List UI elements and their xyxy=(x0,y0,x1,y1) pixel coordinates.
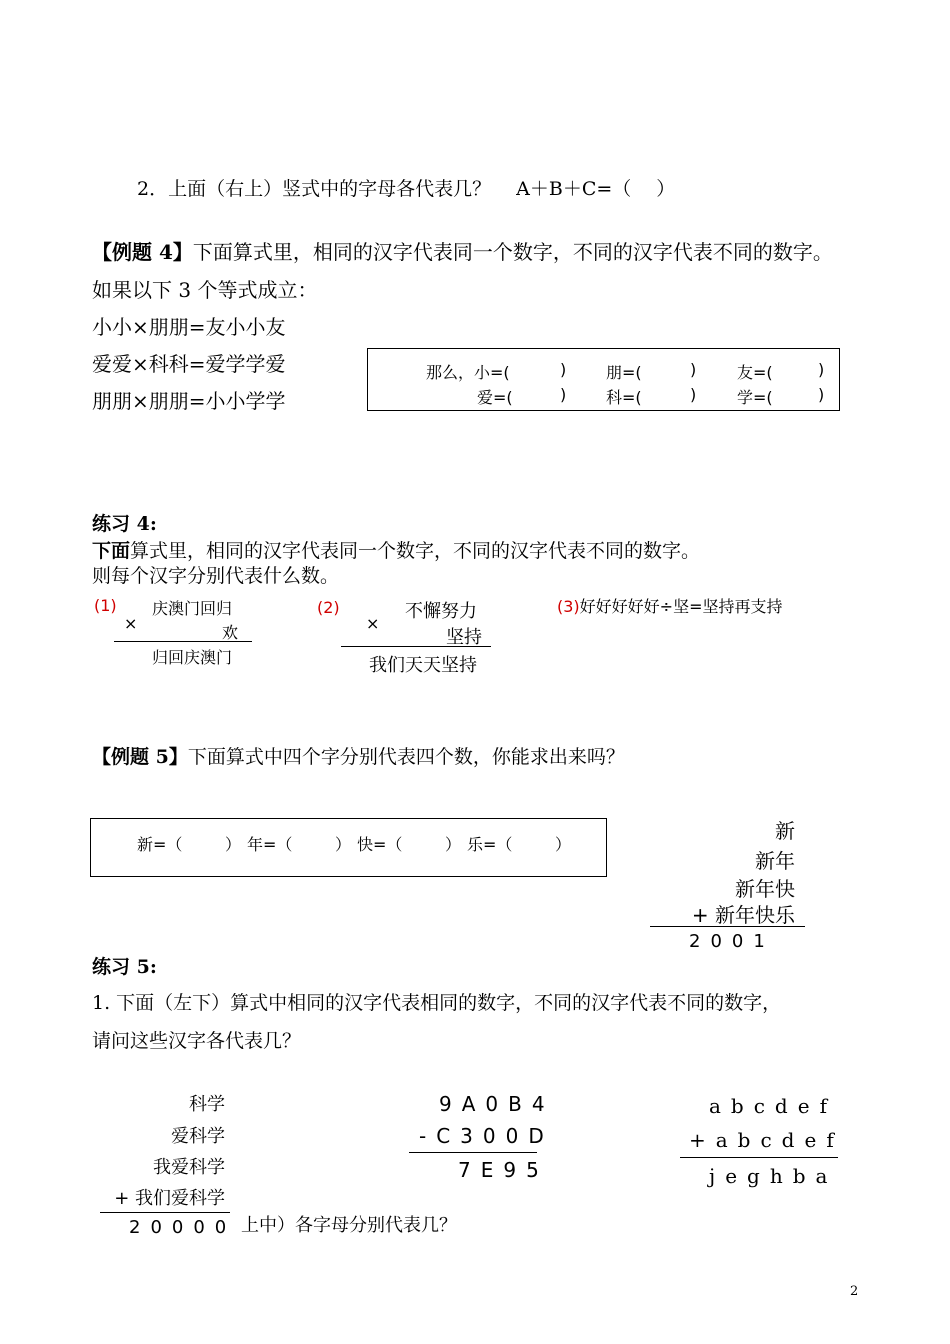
addition-sum: 2001 xyxy=(689,931,775,952)
example-5-title: 【例题 5】 xyxy=(92,746,188,768)
answer-peng-close: ) xyxy=(690,360,697,379)
practice-4-line-1 xyxy=(92,536,700,563)
answer-ke-label: 科=( xyxy=(606,388,642,407)
question-2-line: 2．上面（右上）竖式中的字母各代表几？ A＋B＋C=（ ） xyxy=(137,178,676,200)
answer-le-label: 乐=（ xyxy=(467,835,513,854)
mid-sub-rule xyxy=(409,1152,537,1153)
practice-5-q2-text: 上中）各字母分别代表几？ xyxy=(241,1215,457,1236)
example-5-heading xyxy=(92,742,625,769)
answer-xiao-label: 那么，小=( xyxy=(426,363,510,382)
addition-line-1: 新 xyxy=(775,819,795,843)
left-add-line-4: + 我们爱科学 xyxy=(114,1188,225,1209)
practice-4-q3-text: 好好好好好÷坚=坚持再支持 xyxy=(579,597,783,616)
answer-le-close: ） xyxy=(555,835,572,854)
example-4-condition: 如果以下 3 个等式成立： xyxy=(92,278,318,302)
practice-4-q2-result: 我们天天坚持 xyxy=(369,655,477,676)
example-5-text: 下面算式中四个字分别代表四个数，你能求出来吗？ xyxy=(187,746,625,768)
practice-4-line-1-text: 算式里，相同的汉字代表同一个数字，不同的汉字代表不同的数字。 xyxy=(130,540,701,562)
answer-nian-close: ） xyxy=(335,835,352,854)
answer-nian-label: 年=（ xyxy=(247,835,293,854)
practice-4-q2-label: (2) xyxy=(317,598,340,617)
practice-4-q2-rule xyxy=(341,646,491,647)
addition-line-3: 新年快 xyxy=(735,877,795,901)
right-add-line-1: abcdef xyxy=(709,1094,837,1118)
practice-4-line-2: 则每个汉字分别代表什么数。 xyxy=(92,565,340,587)
answer-xue-label: 学=( xyxy=(737,388,773,407)
practice-4-q2-times: × xyxy=(366,614,380,633)
left-add-line-1: 科学 xyxy=(189,1094,225,1115)
right-add-result: jeghba xyxy=(709,1164,838,1188)
addition-line-4: + 新年快乐 xyxy=(691,903,795,927)
addition-rule xyxy=(650,926,805,927)
practice-4-q1-result: 归回庆澳门 xyxy=(152,648,233,667)
practice-4-q3 xyxy=(557,594,783,617)
answer-xin-close: ） xyxy=(225,835,242,854)
answer-ai-close: ) xyxy=(560,385,567,404)
practice-4-bold-word: 下面 xyxy=(92,540,131,562)
answer-ai-label: 爱=( xyxy=(477,388,513,407)
example-4-equation-3: 朋朋×朋朋=小小学学 xyxy=(92,389,286,413)
left-add-line-3: 我爱科学 xyxy=(153,1157,225,1178)
example-4-text: 下面算式里，相同的汉字代表同一个数字，不同的汉字代表不同的数字。 xyxy=(192,240,833,264)
practice-4-q3-label: (3) xyxy=(557,597,580,616)
left-add-rule xyxy=(100,1212,230,1213)
example-4-equation-2: 爱爱×科科=爱学学爱 xyxy=(92,352,286,376)
practice-4-q1-rule xyxy=(114,641,252,642)
practice-4-q2-top: 不懈努力 xyxy=(405,601,477,622)
practice-4-title: 练习 4: xyxy=(92,513,157,535)
right-add-line-2: +abcdef xyxy=(689,1128,844,1152)
practice-4-q1-top: 庆澳门回归 xyxy=(152,599,233,618)
answer-peng-label: 朋=( xyxy=(606,363,642,382)
answer-you-label: 友=( xyxy=(737,363,773,382)
page-number: 2 xyxy=(850,1284,859,1299)
mid-sub-line-2: -C300D xyxy=(419,1124,554,1148)
answer-ke-close: ) xyxy=(690,385,697,404)
practice-5-title: 练习 5: xyxy=(92,956,157,978)
practice-4-q1-times: × xyxy=(124,614,138,633)
answer-xiao-close: ) xyxy=(560,360,567,379)
practice-5-q1-line-1: 1. 下面（左下）算式中相同的汉字代表相同的数字，不同的汉字代表不同的数字， xyxy=(92,992,782,1014)
answer-kuai-label: 快=（ xyxy=(357,835,403,854)
addition-line-2: 新年 xyxy=(755,849,795,873)
mid-sub-result: 7E95 xyxy=(458,1158,549,1182)
practice-4-q1-multiplier: 欢 xyxy=(222,623,239,642)
practice-4-q2-multiplier: 坚持 xyxy=(446,627,482,648)
practice-4-q1-label: (1) xyxy=(94,596,117,615)
answer-you-close: ) xyxy=(818,360,825,379)
left-add-sum: 20000 xyxy=(129,1217,237,1238)
mid-sub-line-1: 9A0B4 xyxy=(439,1092,555,1116)
left-add-line-2: 爱科学 xyxy=(171,1126,225,1147)
example-4-equation-1: 小小×朋朋=友小小友 xyxy=(92,315,286,339)
practice-5-q1-line-2: 请问这些汉字各代表几？ xyxy=(92,1030,302,1052)
answer-xue-close: ) xyxy=(818,385,825,404)
answer-xin-label: 新=（ xyxy=(137,835,183,854)
example-4-title: 【例题 4】 xyxy=(92,240,193,264)
answer-kuai-close: ） xyxy=(445,835,462,854)
example-4-heading xyxy=(92,236,833,265)
right-add-rule xyxy=(680,1157,838,1158)
